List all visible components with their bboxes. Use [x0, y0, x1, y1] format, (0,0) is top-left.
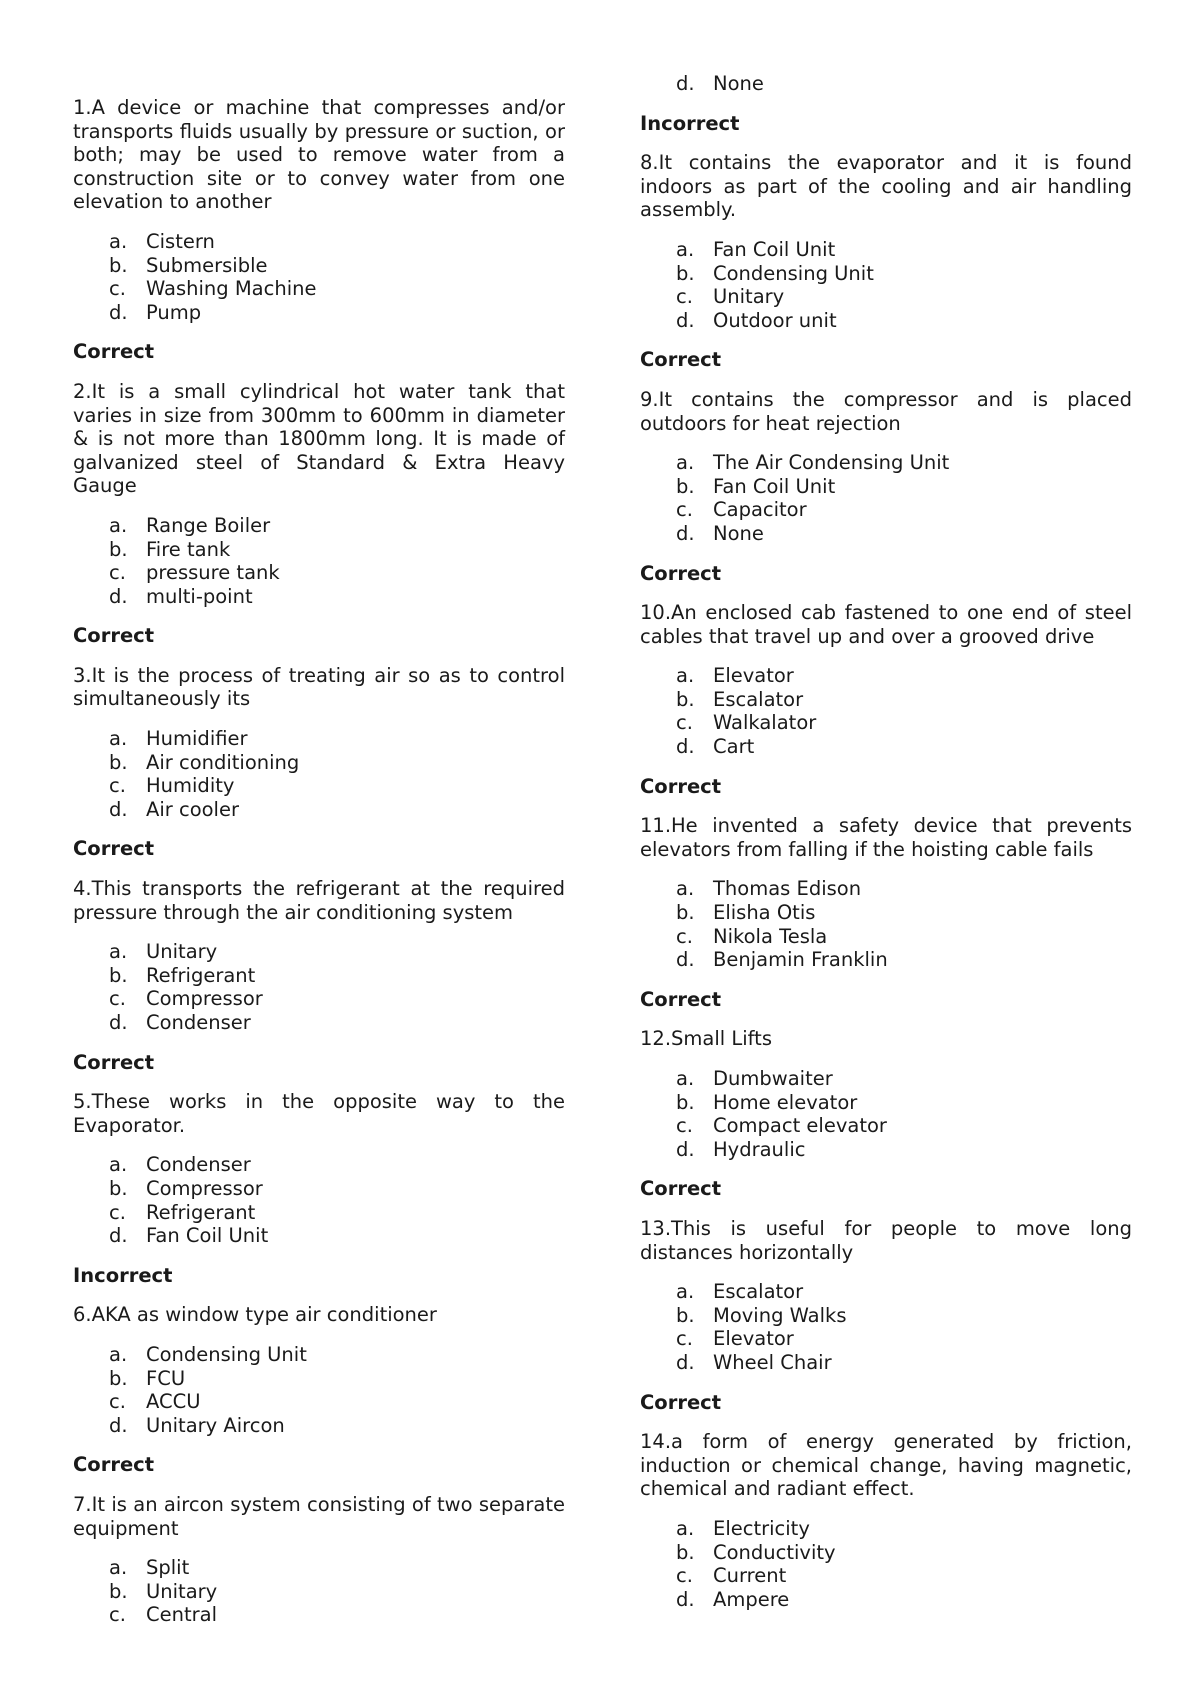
option-letter: b.: [676, 261, 695, 285]
option-item: [73, 727, 565, 751]
option-item: [640, 1067, 1132, 1091]
option-item: [73, 585, 565, 609]
option-label: Unitary: [146, 940, 218, 964]
option-letter: a.: [676, 1516, 695, 1540]
option-item: [640, 309, 1132, 333]
option-label: Unitary: [713, 285, 785, 309]
option-list: [640, 238, 1132, 332]
option-item: [640, 1304, 1132, 1328]
option-item: [73, 964, 565, 988]
option-letter: b.: [109, 253, 128, 277]
option-item: [640, 1517, 1132, 1541]
option-label: None: [713, 72, 764, 95]
option-label: Ampere: [713, 1587, 790, 1611]
option-label: FCU: [146, 1366, 186, 1390]
option-item: [73, 538, 565, 562]
option-letter: c.: [676, 711, 693, 735]
option-label: Central: [146, 1603, 218, 1627]
answer-status: Correct: [640, 1177, 722, 1201]
option-item: [73, 1201, 565, 1225]
option-item: [73, 1153, 565, 1177]
option-letter: a.: [109, 1153, 128, 1177]
option-item: [73, 1011, 565, 1035]
option-label: pressure tank: [146, 561, 280, 585]
option-item: [73, 798, 565, 822]
option-list: [73, 230, 565, 324]
option-letter: b.: [109, 1579, 128, 1603]
option-label: Benjamin Franklin: [713, 948, 888, 972]
option-label: Compact elevator: [713, 1114, 887, 1138]
option-letter: b.: [676, 1090, 695, 1114]
option-letter: c.: [676, 1564, 693, 1588]
option-label: Unitary Aircon: [146, 1413, 285, 1437]
option-item: [73, 230, 565, 254]
option-item: [640, 522, 1132, 546]
question-block: [73, 664, 565, 861]
option-item: [640, 1541, 1132, 1565]
option-label: Elisha Otis: [713, 901, 816, 925]
question-block: [73, 877, 565, 1074]
option-label: Fire tank: [146, 537, 231, 561]
option-label: Elevator: [713, 664, 794, 688]
option-item: [73, 1390, 565, 1414]
option-letter: d.: [676, 735, 695, 759]
option-label: Conductivity: [713, 1540, 836, 1564]
option-letter: d.: [676, 308, 695, 332]
option-item: [73, 1224, 565, 1248]
option-label: The Air Condensing Unit: [713, 451, 950, 475]
option-letter: a.: [676, 1067, 695, 1090]
option-label: Air conditioning: [146, 750, 300, 774]
option-item: [73, 774, 565, 798]
option-letter: b.: [676, 1303, 695, 1327]
answer-status: Correct: [73, 1050, 155, 1074]
option-item: [640, 1351, 1132, 1375]
option-letter: a.: [109, 1342, 128, 1366]
option-label: Cistern: [146, 229, 215, 253]
question-block: [73, 96, 565, 364]
option-item: [640, 475, 1132, 499]
option-label: Split: [146, 1556, 190, 1580]
option-item: [73, 277, 565, 301]
answer-status: Incorrect: [640, 111, 740, 135]
option-letter: d.: [109, 584, 128, 608]
option-item: [640, 1327, 1132, 1351]
option-item: [640, 285, 1132, 309]
option-item: [640, 498, 1132, 522]
option-item: [640, 1564, 1132, 1588]
option-label: Unitary: [146, 1579, 218, 1603]
option-item: [640, 664, 1132, 688]
option-item: [640, 1588, 1132, 1612]
option-letter: c.: [109, 987, 126, 1011]
question-block: [640, 1430, 1132, 1611]
question-text: 10.An enclosed cab fastened to one end of steel cables that travel up and over a grooved drive: [640, 601, 1132, 648]
option-letter: b.: [109, 537, 128, 561]
option-item: [640, 238, 1132, 262]
question-text: 7.It is an aircon system consisting of two separate equipment: [73, 1492, 565, 1540]
option-item: [73, 987, 565, 1011]
option-item: [73, 940, 565, 964]
option-item: [640, 1280, 1132, 1304]
option-label: Cart: [713, 735, 755, 759]
option-item: [640, 901, 1132, 925]
question-text: 4.This transports the refrigerant at the required pressure through the air conditioning system: [73, 877, 565, 924]
option-item: [73, 1343, 565, 1367]
option-label: ACCU: [146, 1390, 201, 1414]
option-item: [640, 711, 1132, 735]
question-text: 11.He invented a safety device that prevents elevators from falling if the hoisting cable fails: [640, 814, 1132, 861]
option-letter: d.: [676, 948, 695, 972]
option-list: [73, 1556, 565, 1627]
option-letter: d.: [676, 1137, 695, 1161]
question-block: [640, 1027, 1132, 1201]
option-item: [640, 925, 1132, 949]
option-list: [640, 877, 1132, 971]
option-letter: a.: [676, 664, 695, 688]
option-letter: b.: [676, 1540, 695, 1564]
option-letter: c.: [109, 1603, 126, 1627]
option-letter: d.: [109, 300, 128, 324]
option-letter: a.: [676, 1280, 695, 1304]
option-label: Condenser: [146, 1011, 251, 1034]
option-label: Range Boiler: [146, 513, 271, 537]
option-list: [640, 451, 1132, 545]
question-block: [73, 1303, 565, 1477]
option-label: Pump: [146, 300, 202, 324]
option-letter: a.: [676, 877, 695, 901]
question-text: 6.AKA as window type air conditioner: [73, 1303, 437, 1327]
option-item: [640, 1114, 1132, 1138]
option-label: Washing Machine: [146, 277, 317, 301]
option-item: [640, 877, 1132, 901]
question-block: [640, 72, 1132, 135]
option-item: [73, 561, 565, 585]
option-letter: c.: [676, 924, 693, 948]
option-letter: d.: [676, 1350, 695, 1374]
question-block: [640, 1217, 1132, 1414]
question-block: [73, 1493, 565, 1627]
option-letter: a.: [109, 940, 128, 964]
option-item: [73, 1603, 565, 1627]
option-item: [73, 1367, 565, 1391]
option-item: [73, 514, 565, 538]
option-list: [73, 1343, 565, 1437]
option-letter: a.: [109, 1556, 128, 1580]
question-text: 9.It contains the compressor and is placed outdoors for heat rejection: [640, 387, 1132, 435]
option-list: [73, 514, 565, 608]
option-letter: b.: [109, 963, 128, 987]
option-letter: b.: [676, 901, 695, 925]
option-item: [73, 301, 565, 325]
question-text: 1.A device or machine that compresses and/or transports fluids usually by pressure or suction, or both; may be used to remove water from a construction site or to convey water from one elevation to another: [73, 96, 565, 214]
option-label: Hydraulic: [713, 1137, 806, 1161]
option-label: multi-point: [146, 584, 253, 608]
option-label: Nikola Tesla: [713, 924, 828, 948]
option-label: Condenser: [146, 1153, 251, 1177]
option-letter: b.: [676, 687, 695, 711]
option-letter: b.: [676, 474, 695, 498]
option-letter: c.: [676, 1114, 693, 1138]
option-item: [640, 948, 1132, 972]
option-letter: d.: [109, 1011, 128, 1034]
option-item: [640, 735, 1132, 759]
option-label: Fan Coil Unit: [713, 237, 836, 261]
option-letter: a.: [676, 451, 695, 475]
question-text: 2.It is a small cylindrical hot water tank that varies in size from 300mm to 600mm in diameter & is not more than 1800mm long. It is made of galvanized steel of Standard & Extra Heavy Gauge: [73, 379, 565, 498]
option-label: Humidity: [146, 774, 235, 798]
option-label: Capacitor: [713, 498, 807, 522]
option-letter: a.: [109, 513, 128, 537]
option-label: Humidifier: [146, 727, 248, 751]
question-block: [73, 380, 565, 648]
answer-status: Correct: [73, 1453, 155, 1477]
option-item: [73, 1580, 565, 1604]
option-label: Electricity: [713, 1516, 810, 1540]
option-label: Home elevator: [713, 1090, 858, 1114]
option-label: None: [713, 521, 764, 545]
option-letter: a.: [109, 229, 128, 253]
question-text: 12.Small Lifts: [640, 1027, 772, 1051]
option-list: [640, 72, 1132, 96]
question-text: 3.It is the process of treating air so as to control simultaneously its: [73, 663, 565, 711]
option-letter: c.: [109, 561, 126, 585]
answer-status: Correct: [73, 624, 155, 648]
option-label: Moving Walks: [713, 1303, 847, 1327]
option-letter: d.: [109, 797, 128, 821]
option-letter: d.: [676, 1587, 695, 1611]
option-letter: b.: [109, 1176, 128, 1200]
option-letter: c.: [676, 498, 693, 522]
option-letter: d.: [109, 1413, 128, 1437]
option-label: Submersible: [146, 253, 268, 277]
option-label: Fan Coil Unit: [146, 1224, 269, 1248]
right-column: [640, 72, 1132, 1611]
option-letter: a.: [109, 727, 128, 751]
question-block: [640, 814, 1132, 1011]
option-label: Compressor: [146, 987, 263, 1011]
option-label: Escalator: [713, 687, 804, 711]
option-list: [640, 1067, 1132, 1161]
option-letter: c.: [109, 277, 126, 301]
option-letter: d.: [676, 521, 695, 545]
option-label: Outdoor unit: [713, 308, 837, 332]
option-item: [640, 262, 1132, 286]
option-label: Compressor: [146, 1176, 263, 1200]
left-column: [73, 96, 565, 1627]
answer-status: Correct: [640, 774, 722, 798]
option-item: [640, 688, 1132, 712]
option-label: Escalator: [713, 1280, 804, 1304]
answer-status: Correct: [640, 348, 722, 372]
question-block: [73, 1090, 565, 1287]
option-label: Condensing Unit: [146, 1342, 307, 1366]
option-label: Fan Coil Unit: [713, 474, 836, 498]
option-label: Thomas Edison: [713, 877, 862, 901]
answer-status: Correct: [73, 837, 155, 861]
option-item: [640, 72, 1132, 96]
option-list: [640, 664, 1132, 758]
option-letter: d.: [676, 72, 695, 95]
question-text: 13.This is useful for people to move long distances horizontally: [640, 1216, 1132, 1264]
option-list: [640, 1517, 1132, 1611]
option-item: [640, 451, 1132, 475]
answer-status: Correct: [73, 340, 155, 364]
question-block: [640, 388, 1132, 585]
answer-status: Correct: [640, 561, 722, 585]
option-item: [73, 1556, 565, 1580]
question-text: 14.a form of energy generated by friction, induction or chemical change, having magnetic, chemical and radiant effect.: [640, 1430, 1132, 1501]
option-list: [73, 727, 565, 821]
option-label: Current: [713, 1564, 787, 1588]
option-label: Dumbwaiter: [713, 1067, 833, 1090]
option-label: Elevator: [713, 1327, 794, 1351]
option-item: [640, 1091, 1132, 1115]
question-block: [640, 151, 1132, 372]
question-text: 5.These works in the opposite way to the Evaporator.: [73, 1090, 565, 1137]
option-letter: c.: [109, 1200, 126, 1224]
option-label: Walkalator: [713, 711, 817, 735]
option-letter: c.: [109, 774, 126, 798]
question-block: [640, 601, 1132, 798]
option-item: [73, 254, 565, 278]
option-letter: a.: [676, 237, 695, 261]
option-label: Refrigerant: [146, 1200, 256, 1224]
question-text: 8.It contains the evaporator and it is found indoors as part of the cooling and air handling assembly.: [640, 151, 1132, 222]
option-list: [640, 1280, 1132, 1374]
option-list: [73, 1153, 565, 1247]
answer-status: Correct: [640, 1390, 722, 1414]
answer-status: Incorrect: [73, 1263, 173, 1287]
option-letter: b.: [109, 1366, 128, 1390]
option-letter: c.: [676, 1327, 693, 1351]
option-letter: d.: [109, 1224, 128, 1248]
option-label: Wheel Chair: [713, 1350, 832, 1374]
answer-status: Correct: [640, 987, 722, 1011]
option-list: [73, 940, 565, 1034]
option-label: Air cooler: [146, 797, 239, 821]
option-letter: b.: [109, 750, 128, 774]
option-item: [73, 1177, 565, 1201]
option-label: Refrigerant: [146, 963, 256, 987]
option-letter: c.: [676, 285, 693, 309]
option-letter: c.: [109, 1390, 126, 1414]
option-item: [640, 1138, 1132, 1162]
option-label: Condensing Unit: [713, 261, 874, 285]
option-item: [73, 751, 565, 775]
option-item: [73, 1414, 565, 1438]
